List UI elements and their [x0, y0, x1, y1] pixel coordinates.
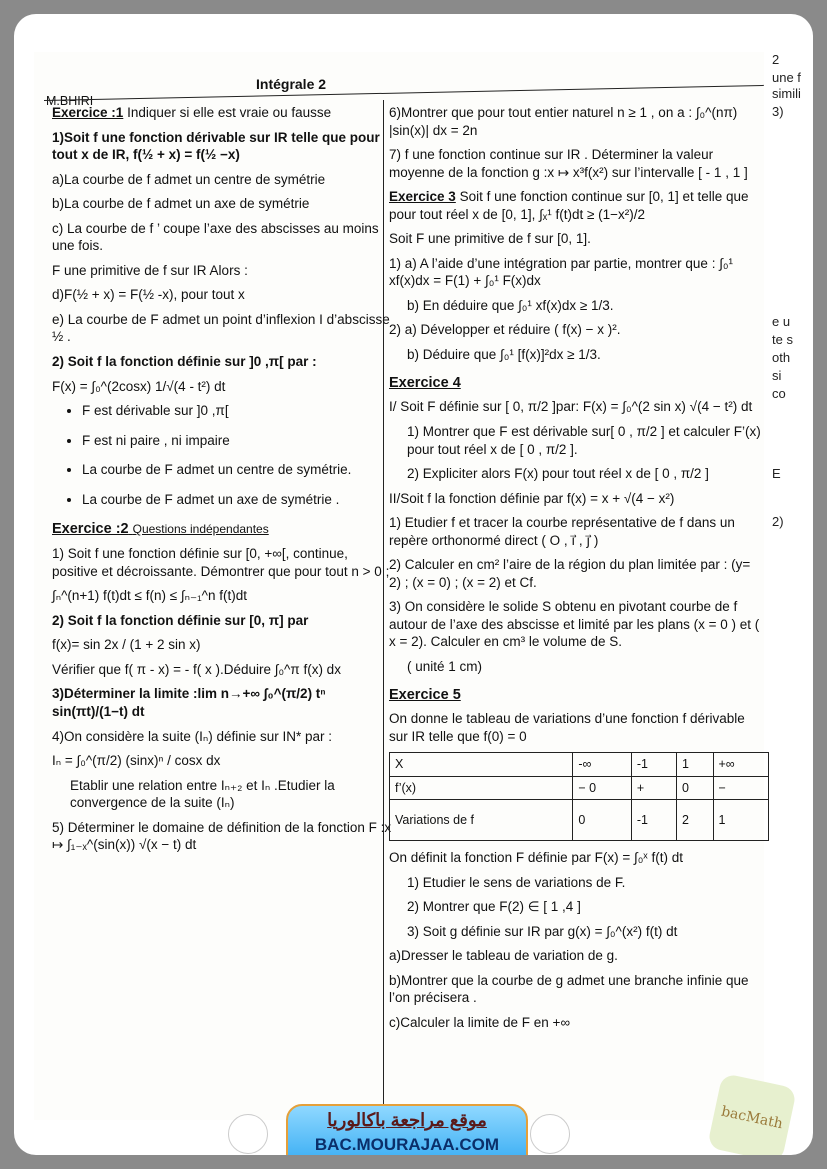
site-logo-icon	[228, 1114, 268, 1154]
fragment-text: simili	[772, 86, 801, 101]
table-cell: -1	[631, 753, 676, 776]
fragment-text: co	[772, 386, 786, 401]
page-title: Intégrale 2	[256, 76, 327, 92]
table-cell: -1	[631, 799, 676, 840]
footer-url[interactable]: BAC.MOURAJAA.COM	[314, 1135, 500, 1154]
ex4-item: 3) On considère le solide S obtenu en pivotant courbe de f autour de l’axe des abscisse et limité par les plans (x = 0 ) et ( x = 2). Calculer en cm³ le volume de S.	[389, 599, 760, 650]
ex4-item: 1) Etudier f et tracer la courbe représentative de f dans un repère orthonormé direct ( O , i⃗ , j⃗ )	[389, 515, 735, 548]
page-frame	[14, 14, 813, 1155]
table-cell: 0	[676, 776, 713, 799]
exercise-5-title: Exercice 5	[389, 686, 461, 703]
ex3-item: b) En déduire que ∫₀¹ xf(x)dx ≥ 1/3.	[407, 297, 614, 313]
fragment-text: E	[772, 466, 781, 481]
ex1-q7: 7) f une fonction continue sur IR . Déterminer la valeur moyenne de la fonction g :x ↦ x³f(x²) sur l’intervalle [ - 1 , 1 ]	[389, 147, 748, 180]
exercise-3-title: Exercice 3	[389, 189, 456, 205]
table-cell: 1	[676, 753, 713, 776]
table-cell: -∞	[573, 753, 632, 776]
author: M.BHIRI	[46, 94, 94, 108]
table-cell: X	[390, 753, 573, 776]
list-item: • F est ni paire , ni impaire	[82, 432, 392, 450]
exercise-1-title: Exercice :1	[52, 105, 124, 120]
ex2-q2-definition: f(x)= sin 2x / (1 + 2 sin x)	[52, 637, 201, 653]
ex1-item: b)La courbe de f admet un axe de symétrie	[52, 196, 310, 212]
ex1-item: a)La courbe de f admet un centre de symétrie	[52, 171, 326, 187]
table-cell: +∞	[713, 753, 769, 776]
ex5-item: 3) Soit g définie sur IR par g(x) = ∫₀^(x²) f(t) dt	[407, 923, 678, 939]
exercise-2-title: Exercice :2	[52, 521, 129, 538]
table-cell: 1	[713, 799, 769, 840]
exam-sheet	[34, 52, 764, 1120]
ex2-q2: 2) Soit f la fonction définie sur [0, π] par	[52, 612, 309, 628]
ex1-q6: 6)Montrer que pour tout entier naturel n ≥ 1 , on a : ∫₀^(nπ) |sin(x)| dx = 2n	[389, 105, 738, 138]
ex3-item: 1) a) A l’aide d’une intégration par partie, montrer que : ∫₀¹ xf(x)dx = F(1) + ∫₀¹ F(x)dx	[389, 255, 733, 289]
exercise-3-text: Soit f une fonction continue sur [0, 1] et telle que pour tout réel x de [0, 1], ∫ₓ¹ f(t)dt ≥ (1−x²)/2	[389, 189, 749, 222]
ex1-item: d)F(½ + x) = F(½ -x), pour tout x	[52, 287, 245, 303]
fragment-text: 2)	[772, 514, 784, 529]
ex4-item: ( unité 1 cm)	[407, 658, 483, 674]
list-item: • F est dérivable sur ]0 ,π[	[82, 402, 392, 420]
table-cell: 0	[573, 799, 632, 840]
ex1-item: e) La courbe de F admet un point d’inflexion I d’abscisse ½ .	[52, 311, 390, 345]
ex2-q4: 4)On considère la suite (Iₙ) définie sur IN* par :	[52, 728, 332, 744]
list-item: • La courbe de F admet un axe de symétrie .	[82, 491, 392, 509]
ex2-q2-verify: Vérifier que f( π - x) = - f( x ).Déduire ∫₀^π f(x) dx	[52, 661, 341, 677]
ex5-item: 2) Montrer que F(2) ∈ [ 1 ,4 ]	[407, 899, 581, 915]
exercise-1-intro: Indiquer si elle est vraie ou fausse	[127, 105, 332, 120]
ex3-item: Soit F une primitive de f sur [0, 1].	[389, 231, 591, 247]
exercise-4-title: Exercice 4	[389, 374, 461, 391]
ex1-q2-definition: F(x) = ∫₀^(2cosx) 1/√(4 - t²) dt	[52, 378, 226, 394]
table-cell: Variations de f	[390, 799, 573, 840]
ex2-q1: 1) Soit f une fonction définie sur [0, +∞[, continue, positive et décroissante. Démontrer que pour tout n > 0 ;	[52, 546, 390, 579]
table-cell: −	[713, 776, 769, 799]
ex2-q4-definition: Iₙ = ∫₀^(π/2) (sinx)ⁿ / cosx dx	[52, 753, 221, 769]
table-cell: +	[631, 776, 676, 799]
adjacent-page-fragment	[766, 14, 813, 1155]
fragment-text: 2	[772, 52, 780, 67]
ex5-tail: c)Calculer la limite de F en +∞	[389, 1014, 571, 1030]
site-logo-icon	[530, 1114, 570, 1154]
ex2-q3: 3)Déterminer la limite :lim n→+∞ ∫₀^(π/2) tⁿ sin(πt)/(1−t) dt	[52, 686, 326, 719]
fragment-text: 3)	[772, 104, 784, 119]
ex5-tail: a)Dresser le tableau de variation de g.	[389, 948, 618, 964]
fragment-text: oth	[772, 350, 791, 365]
ex1-item: F une primitive de f sur IR Alors :	[52, 262, 248, 278]
fragment-text: si	[772, 368, 782, 383]
ex4-part-1: I/ Soit F définie sur [ 0, π/2 ]par: F(x) = ∫₀^(2 sin x) √(4 − t²) dt	[389, 399, 753, 415]
list-item: • La courbe de F admet un centre de symétrie.	[82, 461, 392, 479]
fragment-text: e u	[772, 314, 791, 329]
ex1-q2-bullets	[52, 402, 392, 508]
ex5-F-definition: On définit la fonction F définie par F(x) = ∫₀ˣ f(t) dt	[389, 849, 683, 865]
fragment-text: te s	[772, 332, 793, 347]
exercise-2-subtitle: Questions indépendantes	[132, 522, 269, 537]
table-cell: f’(x)	[390, 776, 573, 799]
ex2-q4-task: Etablir une relation entre Iₙ₊₂ et Iₙ .Etudier la convergence de la suite (Iₙ)	[70, 777, 335, 811]
ex5-tail: b)Montrer que la courbe de g admet une branche infinie que l’on précisera .	[389, 972, 749, 1006]
ex1-q1: 1)Soit f une fonction dérivable sur IR telle que pour tout x de IR, f(½ + x) = f(½ −x)	[52, 129, 380, 163]
ex2-q1-inequality: ∫ₙ^(n+1) f(t)dt ≤ f(n) ≤ ∫ₙ₋₁^n f(t)dt	[52, 588, 247, 604]
ex5-text: On donne le tableau de variations d’une fonction f dérivable sur IR telle que f(0) = 0	[389, 711, 745, 744]
ex3-item: b) Déduire que ∫₀¹ [f(x)]²dx ≥ 1/3.	[407, 347, 601, 363]
footer-banner[interactable]	[286, 1104, 528, 1155]
table-cell: 2	[676, 799, 713, 840]
ex1-item: c) La courbe de f ’ coupe l’axe des abscisses au moins une fois.	[52, 220, 379, 254]
ex4-item: 2) Calculer en cm² l’aire de la région du plan limitée par : (y= 2) ; (x = 0) ; (x = 2) et Cf.	[389, 557, 751, 590]
table-cell	[573, 776, 632, 799]
table-cell: −	[578, 780, 586, 795]
right-column	[389, 104, 761, 1038]
footer-arabic-title: موقع مراجعة باكالوريا	[327, 1110, 487, 1130]
table-cell: 0	[589, 780, 597, 795]
ex3-item: 2) a) Développer et réduire ( f(x) − x )².	[389, 322, 621, 338]
header-divider	[44, 85, 764, 101]
fragment-text: une f	[772, 70, 801, 85]
ex5-item: 1) Etudier le sens de variations de F.	[407, 874, 626, 890]
ex4-item: 2) Expliciter alors F(x) pour tout réel x de [ 0 , π/2 ]	[407, 466, 709, 482]
ex1-q2: 2) Soit f la fonction définie sur ]0 ,π[ par :	[52, 354, 317, 370]
ex4-part-2: II/Soit f la fonction définie par f(x) = x + √(4 − x²)	[389, 490, 675, 506]
variation-table	[389, 752, 769, 841]
left-column	[52, 104, 392, 861]
bacmath-badge: bacMath	[707, 1073, 797, 1155]
ex4-item: 1) Montrer que F est dérivable sur[ 0 , π/2 ] et calculer F’(x) pour tout réel x de [ 0 , π/2 ].	[407, 423, 761, 457]
ex2-q5: 5) Déterminer le domaine de définition de la fonction F :x ↦ ∫₁₋ₓ^(sin(x)) √(x − t) dt	[52, 819, 392, 853]
